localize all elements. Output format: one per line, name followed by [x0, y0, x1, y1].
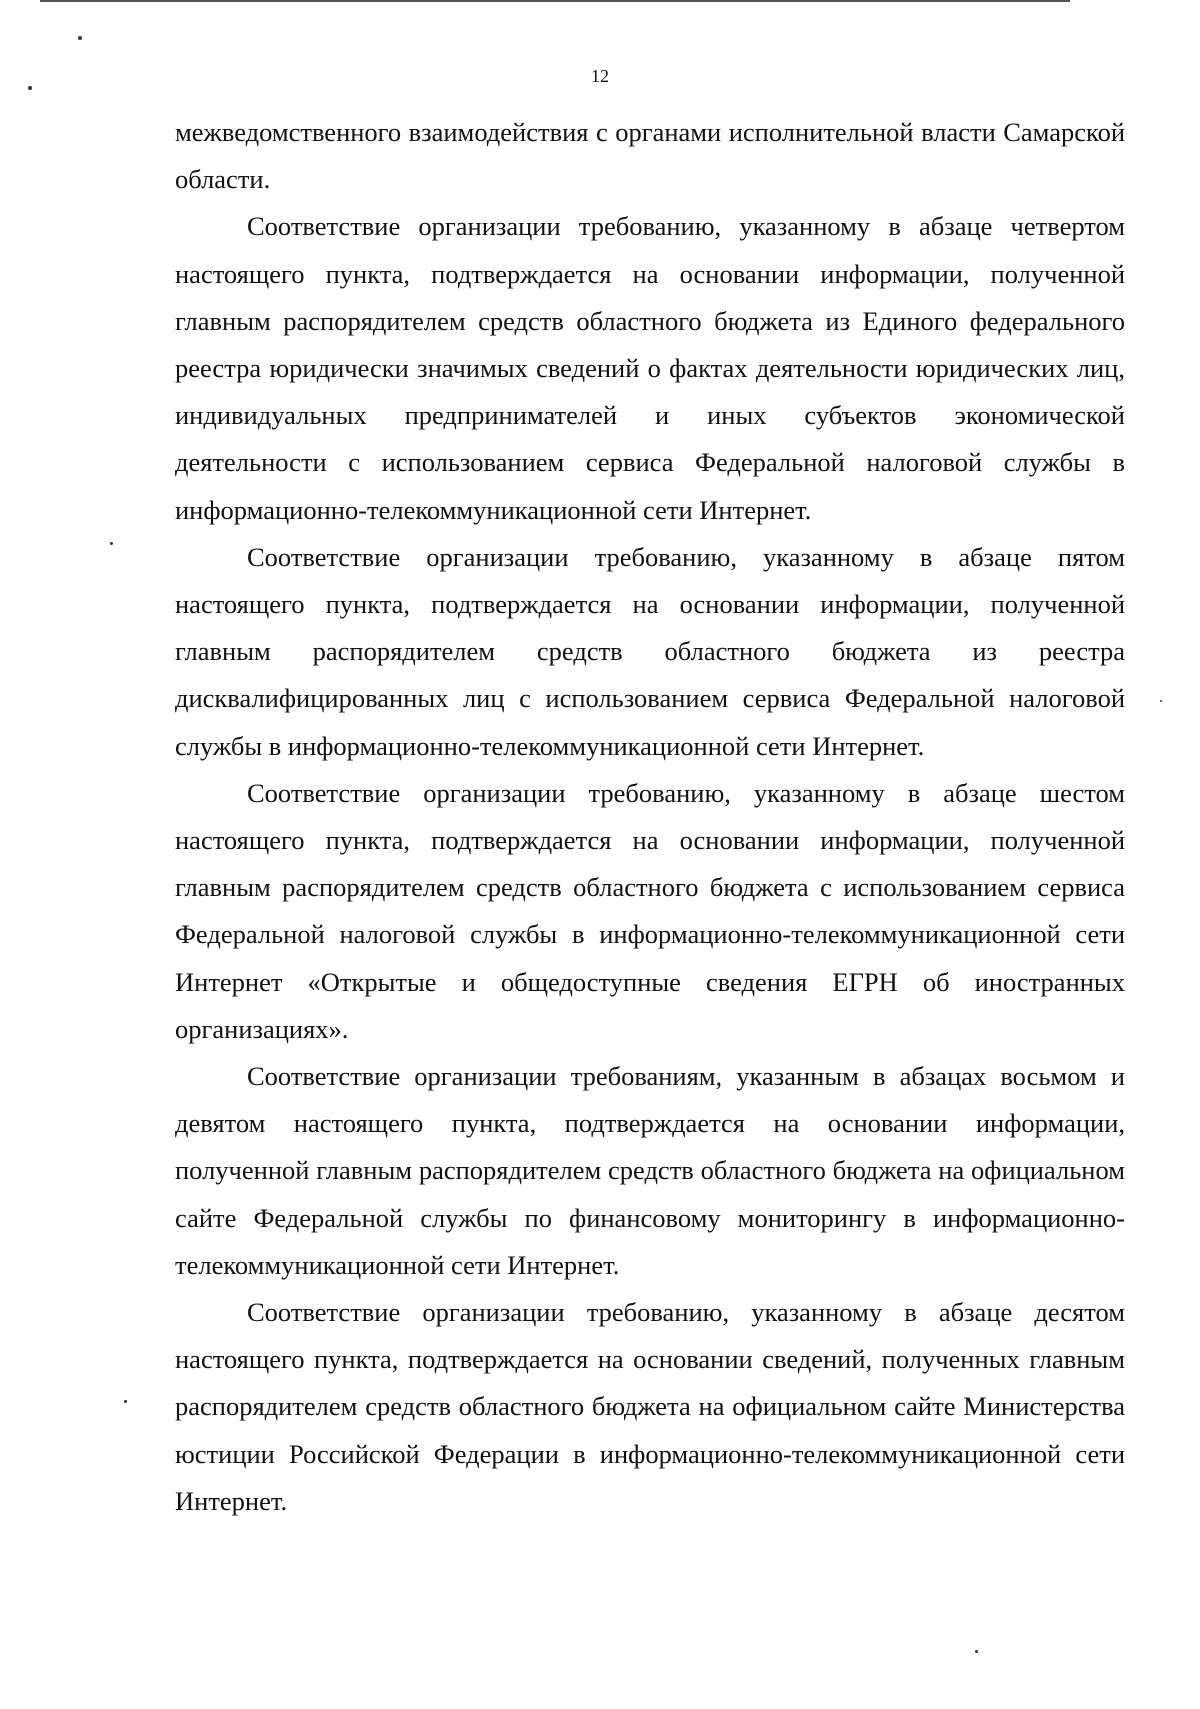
scan-speck — [110, 542, 113, 545]
scan-speck — [124, 1400, 127, 1403]
scan-speck — [1160, 700, 1162, 702]
scan-speck — [975, 1650, 978, 1653]
paragraph: Соответствие организации требованию, указанному в абзаце шестом настоящего пункта, подтверждается на основании информации, полученной главным распорядителем средств областного бюджета с использованием сервиса Федеральной налоговой службы в информационно-телекоммуникационной сети Интернет «Открытые и общедоступные сведения ЕГРН об иностранных организациях». — [175, 777, 1125, 1044]
scan-speck — [28, 86, 32, 90]
paragraph: межведомственного взаимодействия с органами исполнительной власти Самарской области. — [175, 117, 1125, 195]
paragraph: Соответствие организации требованию, указанному в абзаце четвертом настоящего пункта, подтверждается на основании информации, полученной главным распорядителем средств областного бюджета из Единого федерального реестра юридически значимых сведений о фактах деятельности юридических лиц, индивидуальных предпринимателей и иных субъектов экономической деятельности с использованием сервиса Федеральной налоговой службы в информационно-телекоммуникационной сети Интернет. — [175, 211, 1125, 525]
scan-speck — [78, 36, 82, 40]
paragraph: Соответствие организации требованию, указанному в абзаце десятом настоящего пункта, подтверждается на основании сведений, полученных главным распорядителем средств областного бюджета на официальном сайте Министерства юстиции Российской Федерации в информационно-телекоммуникационной сети Интернет. — [175, 1297, 1125, 1516]
paragraph: Соответствие организации требованию, указанному в абзаце пятом настоящего пункта, подтверждается на основании информации, полученной главным распорядителем средств областного бюджета из реестра дисквалифицированных лиц с использованием сервиса Федеральной налоговой службы в информационно-телекоммуникационной сети Интернет. — [175, 541, 1125, 761]
paragraph: Соответствие организации требованиям, указанным в абзацах восьмом и девятом настоящего пункта, подтверждается на основании информации, полученной главным распорядителем средств областного бюджета на официальном сайте Федеральной службы по финансовому мониторингу в информационно-телекоммуникационной сети Интернет. — [175, 1061, 1125, 1280]
page-number: 12 — [591, 66, 609, 86]
top-edge-line — [40, 0, 1070, 2]
document-body — [175, 109, 1125, 1525]
